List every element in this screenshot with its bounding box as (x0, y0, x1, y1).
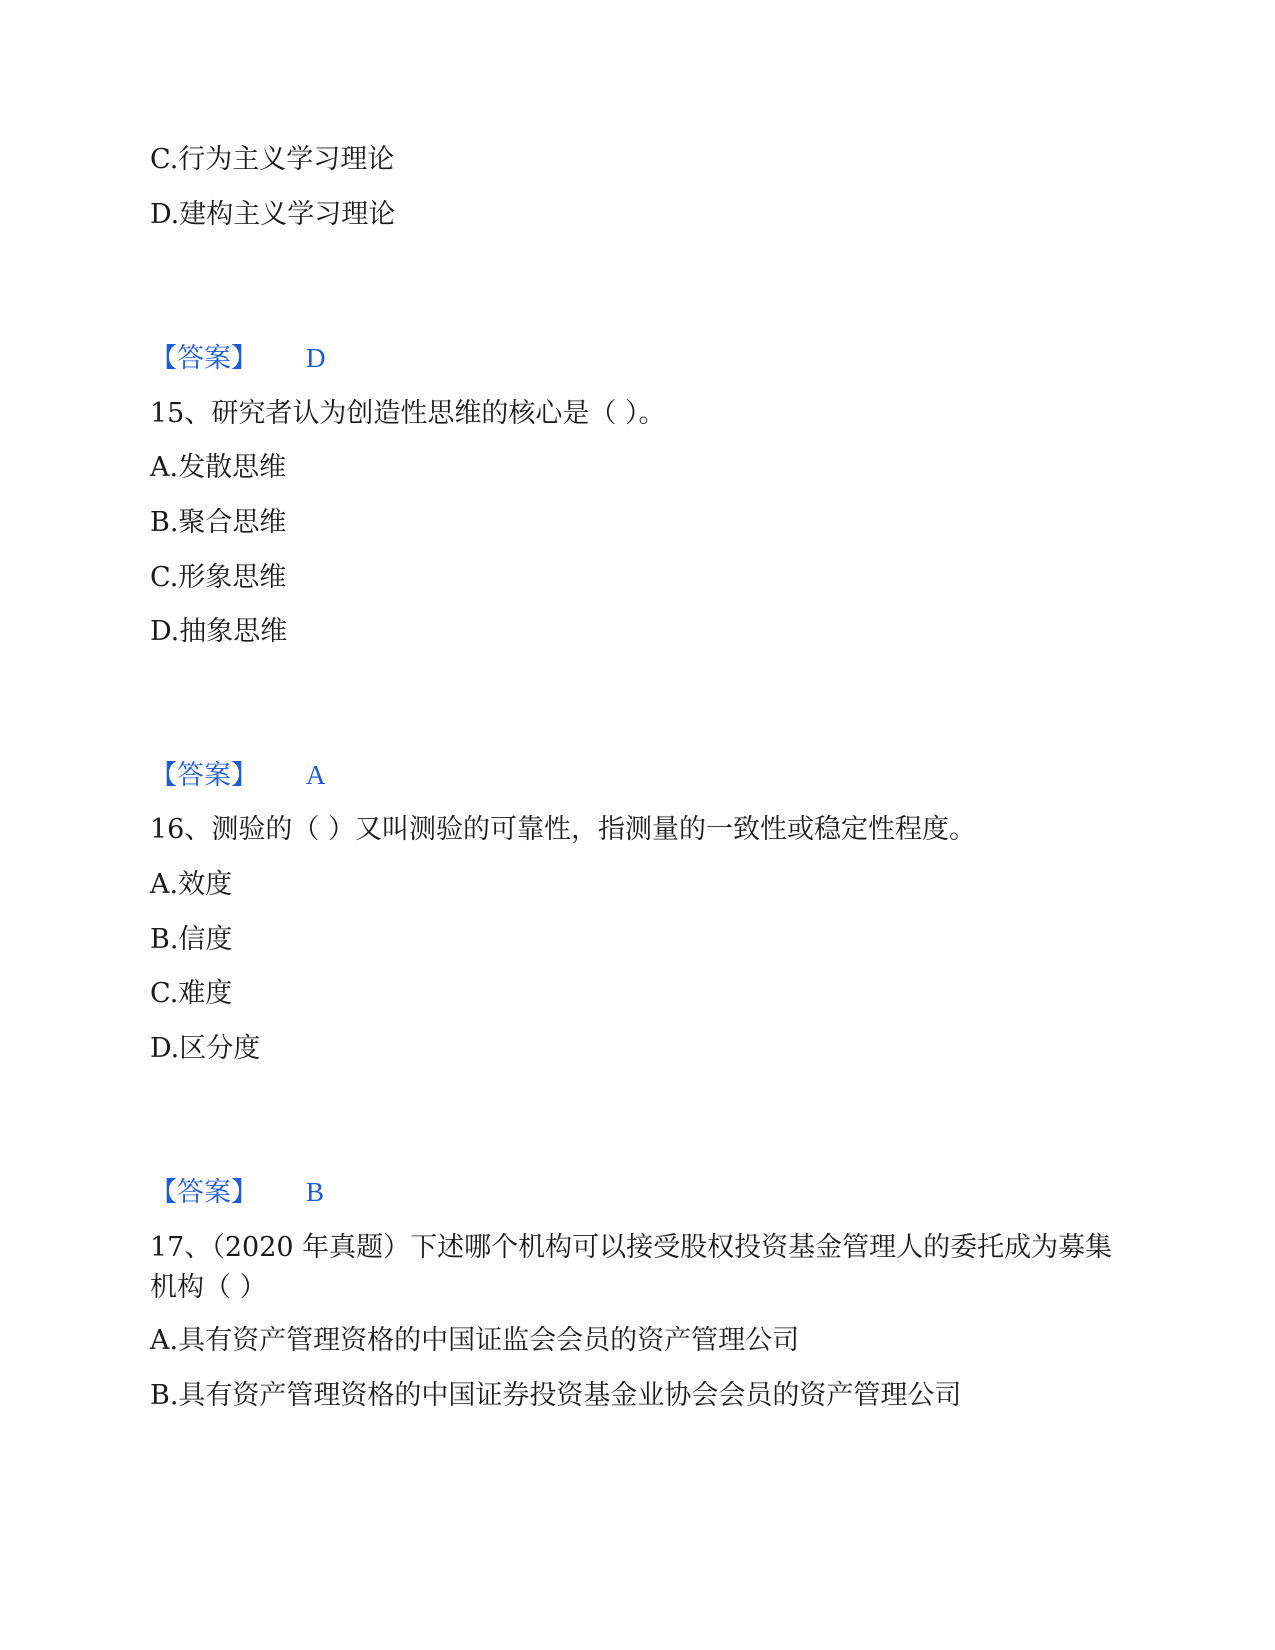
q16-option-b: B.信度 (150, 924, 233, 955)
q15-question: 15、研究者认为创造性思维的核心是（ ）。 (150, 398, 666, 429)
q15-answer (150, 757, 326, 794)
q15-option-b: B.聚合思维 (150, 507, 287, 538)
answer-letter: A (306, 760, 326, 790)
q16-option-d: D.区分度 (150, 1033, 261, 1064)
q17-option-a: A.具有资产管理资格的中国证监会会员的资产管理公司 (150, 1325, 800, 1356)
q16-option-a: A.效度 (150, 869, 233, 900)
answer-label: 【答案】 (150, 1177, 258, 1208)
q16-option-c: C.难度 (150, 978, 233, 1009)
answer-label: 【答案】 (150, 760, 258, 791)
q15-option-c: C.形象思维 (150, 562, 287, 593)
q16-question: 16、测验的（ ）又叫测验的可靠性，指测量的一致性或稳定性程度。 (150, 814, 976, 845)
answer-letter: D (306, 343, 326, 373)
q17-question: 17、（2020 年真题）下述哪个机构可以接受股权投资基金管理人的委托成为募集机构（ ） (150, 1232, 1113, 1303)
answer-label: 【答案】 (150, 343, 258, 374)
q15-option-d: D.抽象思维 (150, 616, 288, 647)
q14-answer (150, 340, 326, 377)
q14-option-d: D.建构主义学习理论 (150, 199, 396, 230)
q16-answer (150, 1174, 324, 1211)
q14-option-c: C.行为主义学习理论 (150, 144, 395, 175)
q17-option-b: B.具有资产管理资格的中国证券投资基金业协会会员的资产管理公司 (150, 1380, 962, 1411)
answer-letter: B (306, 1177, 325, 1207)
q15-option-a: A.发散思维 (150, 452, 287, 483)
